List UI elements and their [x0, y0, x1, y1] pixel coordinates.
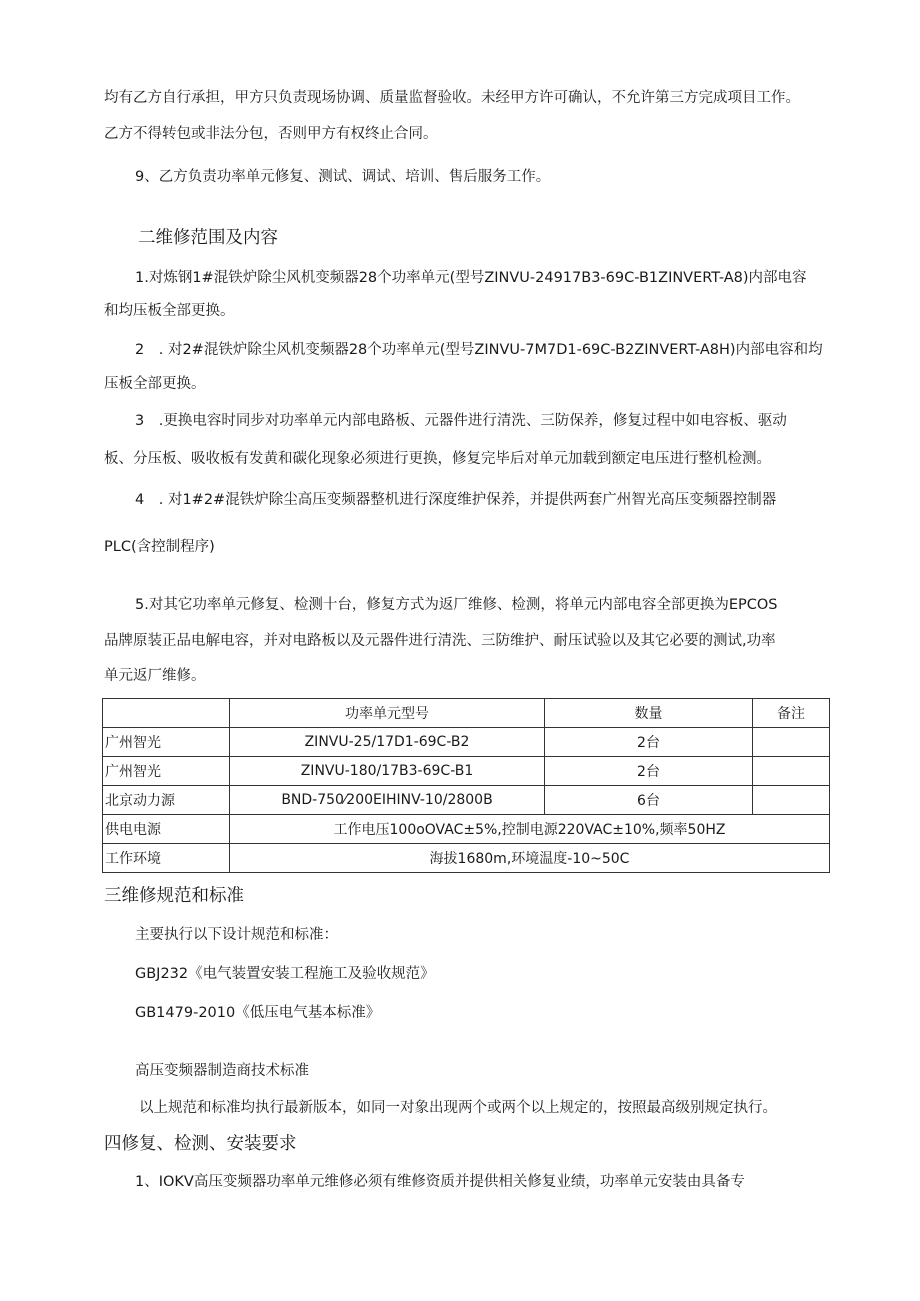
table-cell: 工作环境: [103, 844, 230, 873]
paragraph: 9、乙方负责功率单元修复、测试、调试、培训、售后服务工作。: [135, 169, 551, 185]
paragraph: 压板全部更换。: [104, 376, 206, 392]
paragraph: 乙方不得转包或非法分包，否则甲方有权终止合同。: [104, 126, 438, 142]
table-cell: 2台: [545, 757, 753, 786]
table-cell: BND-750⁄200EIHINV-10/2800B: [230, 786, 545, 815]
table-cell: 海拔1680m,环境温度-10~50C: [230, 844, 830, 873]
table-cell: [753, 728, 830, 757]
table-header-cell: 功率单元型号: [230, 699, 545, 728]
table-cell: ZINVU-180/17B3-69C-B1: [230, 757, 545, 786]
paragraph: 3 .更换电容时同步对功率单元内部电路板、元器件进行清洗、三防保养，修复过程中如电容板、驱动: [135, 413, 787, 429]
table-cell: 北京动力源: [103, 786, 230, 815]
power-unit-table: [102, 698, 830, 873]
paragraph: 1.对炼钢1#混铁炉除尘风机变频器28个功率单元(型号ZINVU-24917B3-69C-B1ZINVERT-A8)内部电容: [135, 270, 807, 286]
table-row: [103, 786, 830, 815]
table-row: [103, 757, 830, 786]
paragraph: 主要执行以下设计规范和标准：: [135, 927, 338, 943]
table-cell: [753, 757, 830, 786]
table-cell: 广州智光: [103, 757, 230, 786]
paragraph: 单元返厂维修。: [104, 668, 206, 684]
table-cell: 广州智光: [103, 728, 230, 757]
section-heading: 三维修规范和标准: [104, 886, 244, 906]
table-cell: ZINVU-25/17D1-69C-B2: [230, 728, 545, 757]
paragraph: 1、IOKV高压变频器功率单元维修必须有维修资质并提供相关修复业绩，功率单元安装由具备专: [135, 1174, 745, 1190]
table-header-row: [103, 699, 830, 728]
table-cell: 供电电源: [103, 815, 230, 844]
section-heading: 二维修范围及内容: [138, 228, 278, 248]
paragraph: 5.对其它功率单元修复、检测十台，修复方式为返厂维修、检测，将单元内部电容全部更换为EPCOS: [135, 597, 778, 613]
table-row: [103, 815, 830, 844]
paragraph: 4 . 对1#2#混铁炉除尘高压变频器整机进行深度维护保养，并提供两套广州智光高压变频器控制器: [135, 492, 777, 508]
paragraph: 高压变频器制造商技术标准: [135, 1063, 309, 1079]
paragraph: 板、分压板、吸收板有发黄和碳化现象必须进行更换，修复完毕后对单元加载到额定电压进行整机检测。: [104, 451, 771, 467]
table-cell: [753, 786, 830, 815]
section-heading: 四修复、检测、安装要求: [104, 1134, 297, 1154]
paragraph: 均有乙方自行承担，甲方只负责现场协调、质量监督验收。未经甲方许可确认，不允许第三方完成项目工作。: [104, 90, 800, 106]
table-header-cell: 数量: [545, 699, 753, 728]
paragraph: 和均压板全部更换。: [104, 303, 235, 319]
table-header-cell: 备注: [753, 699, 830, 728]
table-cell: 工作电压100oOVAC±5%,控制电源220VAC±10%,频率50HZ: [230, 815, 830, 844]
table-cell: 6台: [545, 786, 753, 815]
paragraph: PLC(含控制程序): [104, 539, 215, 555]
paragraph: 品牌原装正品电解电容，并对电路板以及元器件进行清洗、三防维护、耐压试验以及其它必要的测试,功率: [104, 633, 776, 649]
table-row: [103, 844, 830, 873]
paragraph: GB1479-2010《低压电气基本标准》: [135, 1005, 381, 1021]
table-row: [103, 728, 830, 757]
paragraph: 以上规范和标准均执行最新版本，如同一对象出现两个或两个以上规定的，按照最高级别规定执行。: [139, 1100, 777, 1116]
table-header-cell: [103, 699, 230, 728]
paragraph: 2 . 对2#混铁炉除尘风机变频器28个功率单元(型号ZINVU-7M7D1-69C-B2ZINVERT-A8H)内部电容和均: [135, 342, 823, 358]
paragraph: GBJ232《电气装置安装工程施工及验收规范》: [135, 966, 435, 982]
table-cell: 2台: [545, 728, 753, 757]
